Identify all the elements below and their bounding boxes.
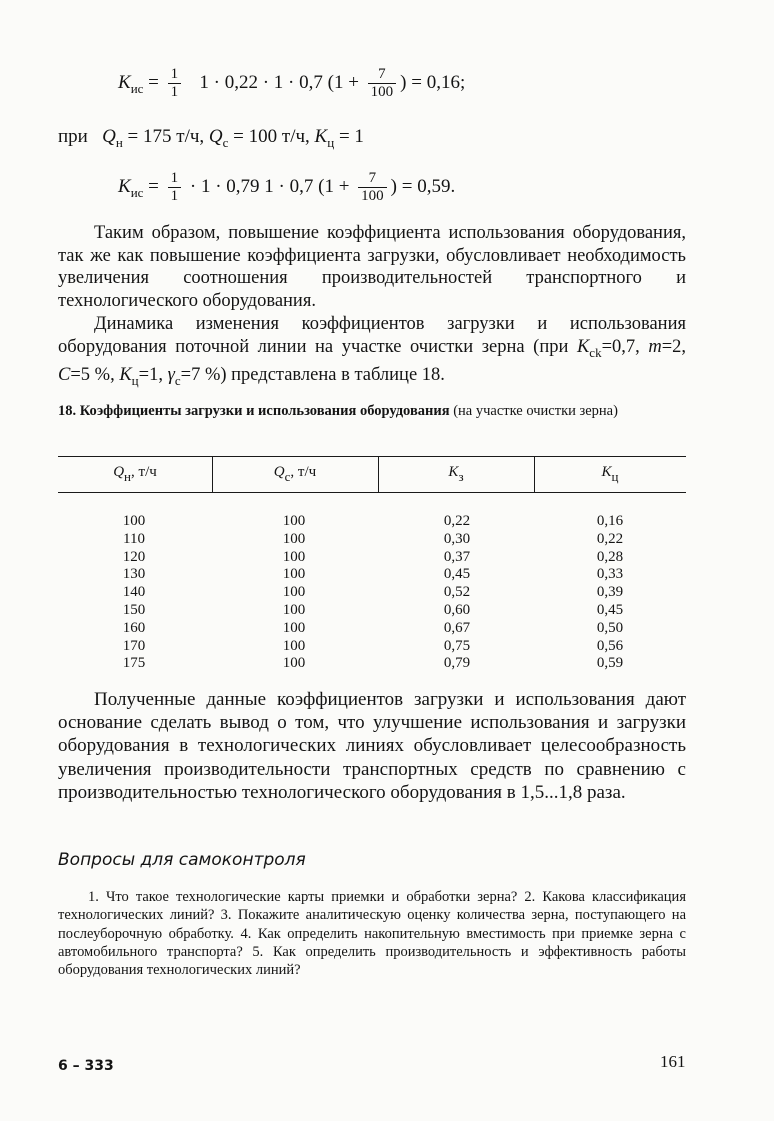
- table-cell: 140: [122, 584, 146, 601]
- table-cell: 100: [282, 619, 306, 636]
- header-var: Q: [273, 464, 285, 480]
- table-cell: 100: [282, 513, 306, 529]
- table-cell: 0,52: [443, 584, 471, 601]
- table-cell: 130: [122, 566, 146, 583]
- table-header-kc: [534, 464, 686, 485]
- paragraph-text: =0,7,: [601, 336, 640, 357]
- table-column-qc: [264, 513, 324, 673]
- table-cell: 0,79: [443, 655, 471, 672]
- formula-var: K: [118, 175, 131, 197]
- header-unit: , т/ч: [290, 464, 317, 480]
- condition-line: [58, 126, 364, 154]
- table-cell: 0,37: [443, 548, 471, 565]
- table-cell: 0,30: [443, 530, 471, 547]
- table-top-rule: [58, 456, 686, 457]
- header-sub: с: [284, 469, 291, 484]
- formula-var: K: [314, 126, 328, 147]
- table-cell: 0,50: [596, 619, 624, 636]
- formula-var: Q: [208, 126, 223, 147]
- table-column-kz: [427, 513, 487, 673]
- formula-sub: ck: [589, 344, 602, 360]
- page-number: 161: [660, 1052, 686, 1071]
- table-cell: 110: [123, 530, 145, 547]
- formula-sub: ис: [130, 80, 144, 96]
- table-cell: 0,67: [443, 619, 471, 636]
- formula-var: K: [118, 71, 131, 93]
- condition-value: = 175 т/ч,: [127, 126, 205, 147]
- condition-value: = 100 т/ч,: [233, 126, 310, 147]
- paragraph-text: =7 %) представлена в таблице 18.: [180, 365, 445, 385]
- table-header-qc: [212, 464, 378, 485]
- formula-sub: с: [222, 135, 229, 150]
- table-header-kz: [378, 464, 534, 485]
- fraction-denominator: 100: [370, 84, 394, 100]
- formula-var: γ: [167, 365, 175, 385]
- table-cell: 100: [282, 637, 306, 654]
- paragraph-results: Полученные данные коэффициентов загрузки и использования дают основание сделать вывод о том, что улучшение использования и загрузки оборудования в технологических линиях обусловливает целесообразность увеличения производительности транспортных средств по сравнению с производительностью технологического оборудования в 1,5...1,8 раза.: [58, 689, 686, 803]
- table-cell: 100: [282, 584, 306, 601]
- header-sub: ц: [611, 469, 619, 484]
- condition-value: = 1: [338, 126, 364, 147]
- table-column-qn: [104, 513, 164, 673]
- table-cell: 100: [282, 530, 306, 547]
- table-cell: 175: [122, 655, 146, 672]
- header-sub: з: [458, 469, 464, 484]
- paragraph-text: =5 %,: [70, 365, 115, 385]
- table-cell: 0,33: [596, 566, 624, 583]
- table-cell: 100: [282, 655, 306, 672]
- table-cell: 0,28: [596, 548, 624, 565]
- fraction-numerator: 7: [368, 66, 397, 84]
- formula-sub: н: [115, 135, 123, 150]
- table-cell: 100: [122, 513, 146, 529]
- formula-var: Q: [102, 126, 116, 147]
- table-cell: 0,75: [443, 637, 471, 654]
- paragraph-text: =2,: [661, 336, 687, 357]
- formula-result: ) = 0,59.: [390, 175, 456, 197]
- fraction-numerator: 1: [168, 66, 182, 84]
- table-cell: 160: [122, 619, 146, 636]
- table-cell: 0,45: [443, 566, 471, 583]
- formula-sub: ис: [130, 184, 144, 200]
- fraction-numerator: 1: [168, 170, 182, 188]
- formula-sub: ц: [131, 373, 139, 388]
- table-cell: 0,16: [596, 513, 624, 529]
- table-cell: 100: [282, 566, 306, 583]
- table-cell: 120: [122, 548, 146, 565]
- table-header-rule: [58, 492, 686, 493]
- fraction-denominator: 1: [170, 84, 179, 100]
- fraction: [368, 66, 397, 101]
- table-cell: 0,59: [596, 655, 624, 672]
- condition-lead: при: [58, 126, 88, 147]
- paragraph-dynamics: [58, 313, 686, 393]
- formula-result: ) = 0,16;: [400, 71, 466, 93]
- table-caption-bold: 18. Коэффициенты загрузки и использования оборудования: [58, 403, 450, 419]
- fraction: [358, 170, 387, 205]
- formula-var: K: [576, 336, 590, 357]
- section-title: Вопросы для самоконтроля: [58, 850, 306, 870]
- fraction-numerator: 7: [358, 170, 387, 188]
- fraction-denominator: 1: [170, 188, 179, 204]
- formula-body: · 1 · 0,79 1 · 0,7 (1 +: [189, 175, 350, 197]
- table-header-qn: [58, 464, 212, 485]
- table-cell: 170: [122, 637, 146, 654]
- formula-var: C: [58, 365, 71, 385]
- header-var: K: [601, 464, 612, 480]
- table-cell: 0,22: [443, 513, 471, 529]
- table-cell: 0,22: [596, 530, 624, 547]
- table-cell: 0,45: [596, 601, 624, 618]
- header-sub: н: [124, 469, 132, 484]
- paragraph-text: Динамика изменения коэффициентов загрузки и использования оборудования поточной линии на участке очистки зерна (при: [58, 314, 686, 357]
- paragraph-text: =1,: [138, 365, 163, 385]
- fraction: [168, 66, 182, 101]
- formula-kis-1: $K_{ис}$ = $\frac{1}{1}$ 1 · 0,22 · 1 · 0,7 (1 + $\frac{7}{100}$ ) = 0,16;: [118, 66, 466, 100]
- table-column-kc: [580, 513, 640, 673]
- header-var: K: [448, 464, 459, 480]
- header-var: Q: [113, 464, 125, 480]
- table-cell: 100: [282, 548, 306, 565]
- table-cell: 100: [282, 601, 306, 618]
- header-unit: , т/ч: [131, 464, 157, 480]
- table-cell: 0,39: [596, 584, 624, 601]
- formula-var: K: [119, 365, 132, 385]
- formula-kis-2: $K_{ис}$ = $\frac{1}{1}$ · 1 · 0,79 1 · 0,7 (1 + $\frac{7}{100}$ ) = 0,59.: [118, 170, 456, 204]
- printer-signature: 6 – 333: [58, 1058, 114, 1074]
- formula-sub: ц: [327, 135, 335, 150]
- table-cell: 0,56: [596, 637, 624, 654]
- table-caption-rest: (на участке очистки зерна): [453, 403, 618, 419]
- formula-body: 1 · 0,22 · 1 · 0,7 (1 +: [199, 71, 359, 93]
- table-cell: 0,60: [443, 601, 471, 618]
- paragraph-conclusion: Таким образом, повышение коэффициента использования оборудования, так же как повышение коэффициента загрузки, обусловливает необходимость увеличения соотношения производительностей транспортного и технологического оборудования.: [58, 223, 686, 311]
- questions-block: 1. Что такое технологические карты приемки и обработки зерна? 2. Какова классификация технологических линий? 3. Покажите аналитическую оценку количества зерна, поступающего на послеуборочную обработку. 4. Как определить накопительную вместимость при приемке зерна с автомобильного транспорта? 5. Как определить производительность и эффективность работы оборудования технологических линий?: [58, 889, 686, 979]
- table-cell: 150: [122, 601, 146, 618]
- formula-sub: с: [174, 373, 181, 388]
- fraction-denominator: 100: [361, 188, 384, 204]
- fraction: [168, 170, 182, 205]
- formula-var: m: [648, 336, 662, 357]
- table-caption: [58, 402, 686, 420]
